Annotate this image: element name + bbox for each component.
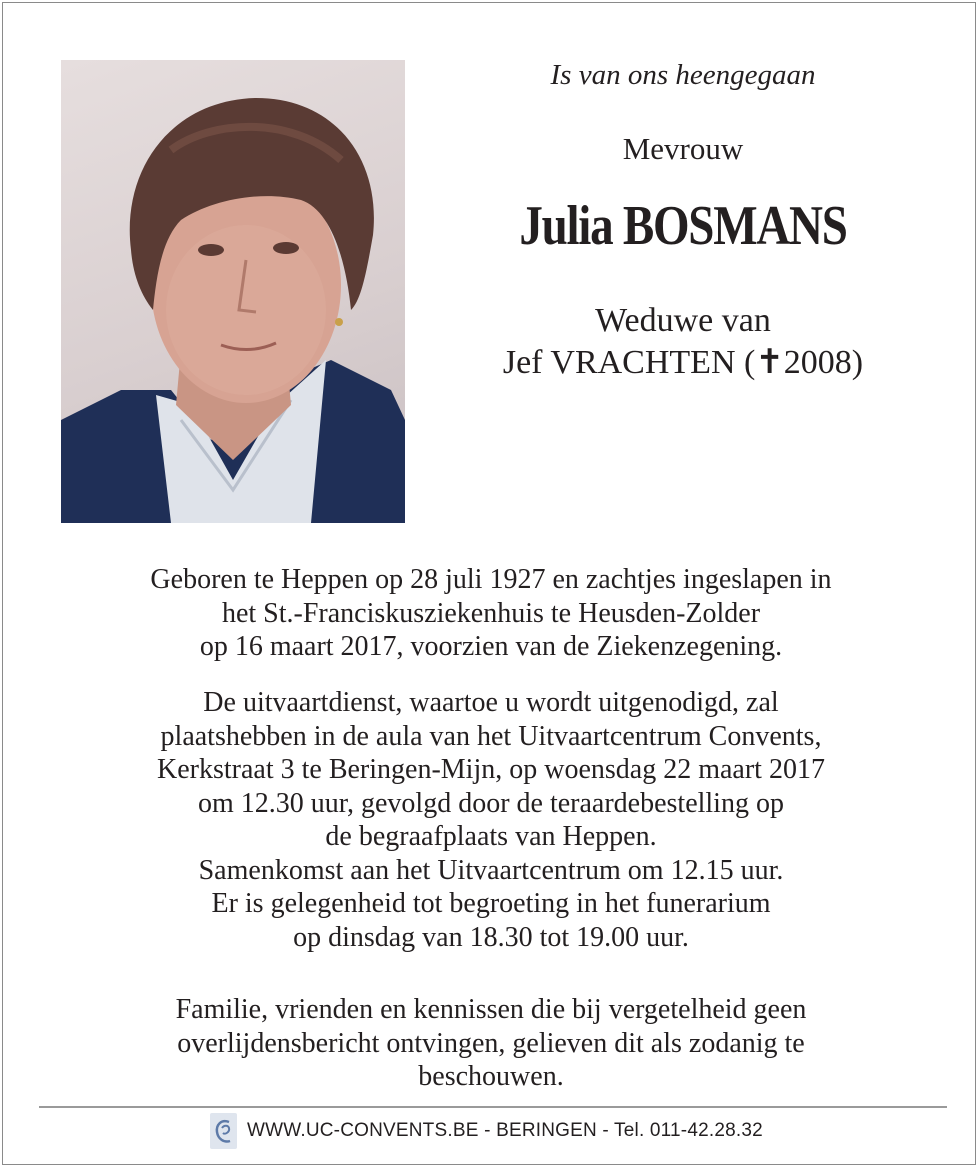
spouse-block — [443, 300, 923, 384]
text-line: op 16 maart 2017, voorzien van de Ziekenzegening. — [199, 631, 783, 662]
footer-divider — [39, 1106, 947, 1108]
text-line: Samenkomst aan het Uitvaartcentrum om 12.15 uur. — [198, 854, 784, 886]
funeral-home-logo-icon — [210, 1113, 237, 1149]
text-line: de begraafplaats van Heppen. — [325, 821, 657, 852]
text-line: op dinsdag van 18.30 tot 19.00 uur. — [293, 921, 689, 953]
spouse-line: Weduwe van — [595, 302, 771, 339]
text-line: Geboren te Heppen op 28 juli 1927 en zachtjes ingeslapen in — [150, 564, 832, 595]
text-line: De uitvaartdienst, waartoe u wordt uitgenodigd, zal — [203, 687, 779, 718]
portrait-photo — [61, 60, 405, 523]
portrait-illustration — [61, 60, 405, 523]
text-line: plaatshebben in de aula van het Uitvaartcentrum Convents, — [160, 720, 822, 752]
obituary-card — [2, 2, 976, 1165]
family-notice-paragraph — [43, 993, 939, 1094]
funeral-service-paragraph — [43, 686, 939, 954]
text-line: overlijdensbericht ontvingen, gelieven dit als zodanig te — [177, 1027, 805, 1059]
text-line: Er is gelegenheid tot begroeting in het funerarium — [211, 888, 771, 919]
footer-contact-link[interactable]: WWW.UC-CONVENTS.BE - BERINGEN - Tel. 011-42.28.32 — [247, 1120, 763, 1141]
footer — [210, 1111, 763, 1151]
spouse-line: Jef VRACHTEN (✝2008) — [502, 344, 864, 381]
text-line: Kerkstraat 3 te Beringen-Mijn, op woensdag 22 maart 2017 — [157, 754, 825, 785]
text-line: Familie, vrienden en kennissen die bij vergetelheid geen — [175, 994, 807, 1025]
intro-text: Is van ons heengegaan — [550, 59, 816, 91]
deceased-name: Julia BOSMANS — [519, 195, 847, 257]
text-line: het St.-Franciskusziekenhuis te Heusden-Zolder — [221, 597, 761, 629]
text-line: beschouwen. — [418, 1061, 564, 1092]
text-line: om 12.30 uur, gevolgd door de teraardebestelling op — [198, 787, 784, 819]
birth-death-paragraph — [43, 563, 939, 664]
salutation: Mevrouw — [622, 131, 744, 166]
